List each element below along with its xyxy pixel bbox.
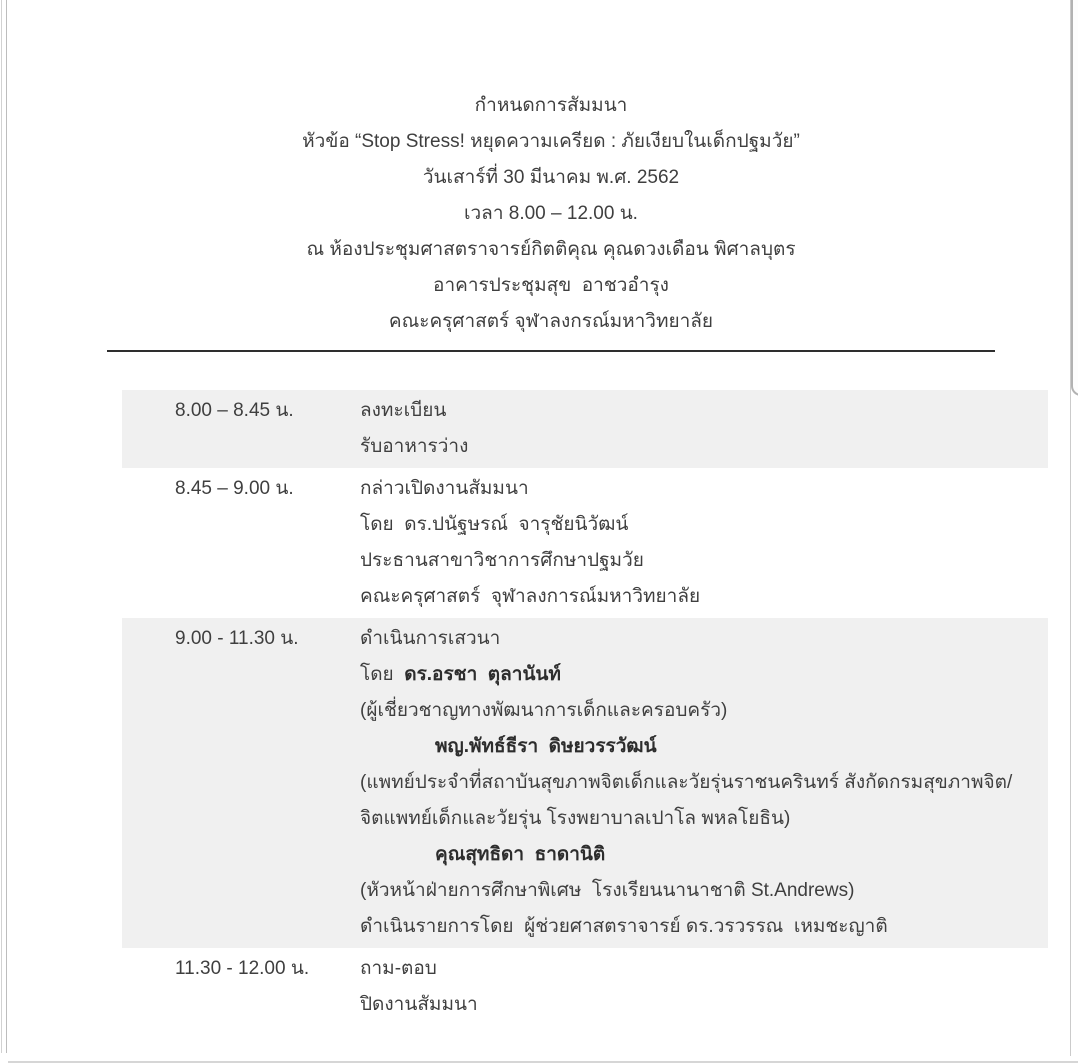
seminar-venue-faculty: คณะครุศาสตร์ จุฬาลงกรณ์มหาวิทยาลัย <box>388 311 714 332</box>
time-cell: 8.45 – 9.00 น. <box>175 478 294 499</box>
time-cell: 11.30 - 12.00 น. <box>175 958 310 979</box>
speaker-name: คุณสุทธิดา ธาดานิติ <box>435 844 606 865</box>
speaker-description: (หัวหน้าฝ่ายการศึกษาพิเศษ โรงเรียนนานาชาติ St.Andrews) <box>360 880 855 901</box>
time-cell: 8.00 – 8.45 น. <box>175 400 294 421</box>
seminar-topic: หัวข้อ “Stop Stress! หยุดความเครียด : ภัยเงียบในเด็กปฐมวัย” <box>302 131 800 152</box>
seminar-time: เวลา 8.00 – 12.00 น. <box>464 203 638 224</box>
activity-line: ปิดงานสัมมนา <box>360 994 478 1015</box>
seminar-header <box>107 0 995 340</box>
activity-line: ประธานสาขาวิชาการศึกษาปฐมวัย <box>360 550 644 571</box>
activity-cell <box>360 393 1048 465</box>
seminar-venue-room: ณ ห้องประชุมศาสตราจารย์กิตติคุณ คุณดวงเดือน พิศาลบุตร <box>306 239 796 260</box>
speaker-name: พญ.พัทธ์ธีรา ดิษยวรรวัฒน์ <box>435 736 657 757</box>
time-cell: 9.00 - 11.30 น. <box>175 628 299 649</box>
seminar-venue-building: อาคารประชุมสุข อาชวอำรุง <box>433 275 669 296</box>
activity-cell <box>360 471 1048 615</box>
activity-line: กล่าวเปิดงานสัมมนา <box>360 478 529 499</box>
speaker-description: (แพทย์ประจำที่สถาบันสุขภาพจิตเด็กและวัยรุ่นราชนครินทร์ สังกัดกรมสุขภาพจิต/ <box>360 772 1013 793</box>
speaker-name: ดร.อรชา ตุลานันท์ <box>404 664 561 685</box>
table-row <box>122 618 1048 948</box>
page-bottom-edge <box>8 1061 1078 1063</box>
activity-cell <box>360 951 1048 1023</box>
seminar-title: กำหนดการสัมมนา <box>474 95 628 116</box>
activity-line <box>360 657 1048 693</box>
activity-line: ถาม-ตอบ <box>360 958 437 979</box>
by-prefix: โดย <box>360 664 405 685</box>
activity-line: ลงทะเบียน <box>360 400 447 421</box>
schedule-table <box>122 390 1048 1026</box>
table-row <box>122 948 1048 1026</box>
speaker-description: จิตแพทย์เด็กและวัยรุ่น โรงพยาบาลเปาโล พหลโยธิน) <box>360 808 791 829</box>
activity-cell <box>360 621 1048 945</box>
table-row <box>122 468 1048 618</box>
moderator-line: ดำเนินรายการโดย ผู้ช่วยศาสตราจารย์ ดร.วรวรรณ เหมชะญาติ <box>360 916 888 937</box>
seminar-date: วันเสาร์ที่ 30 มีนาคม พ.ศ. 2562 <box>422 167 680 188</box>
speaker-description: (ผู้เชี่ยวชาญทางพัฒนาการเด็กและครอบครัว) <box>360 700 728 721</box>
activity-line: ดำเนินการเสวนา <box>360 628 501 649</box>
header-divider <box>107 350 995 352</box>
activity-line: คณะครุศาสตร์ จุฬาลงการณ์มหาวิทยาลัย <box>360 586 701 607</box>
activity-line: โดย ดร.ปนัฐษรณ์ จารุชัยนิวัฒน์ <box>360 514 629 535</box>
page-left-edge <box>1 0 7 1053</box>
scrollbar-thumb[interactable] <box>1071 0 1078 396</box>
activity-line: รับอาหารว่าง <box>360 436 469 457</box>
table-row <box>122 390 1048 468</box>
